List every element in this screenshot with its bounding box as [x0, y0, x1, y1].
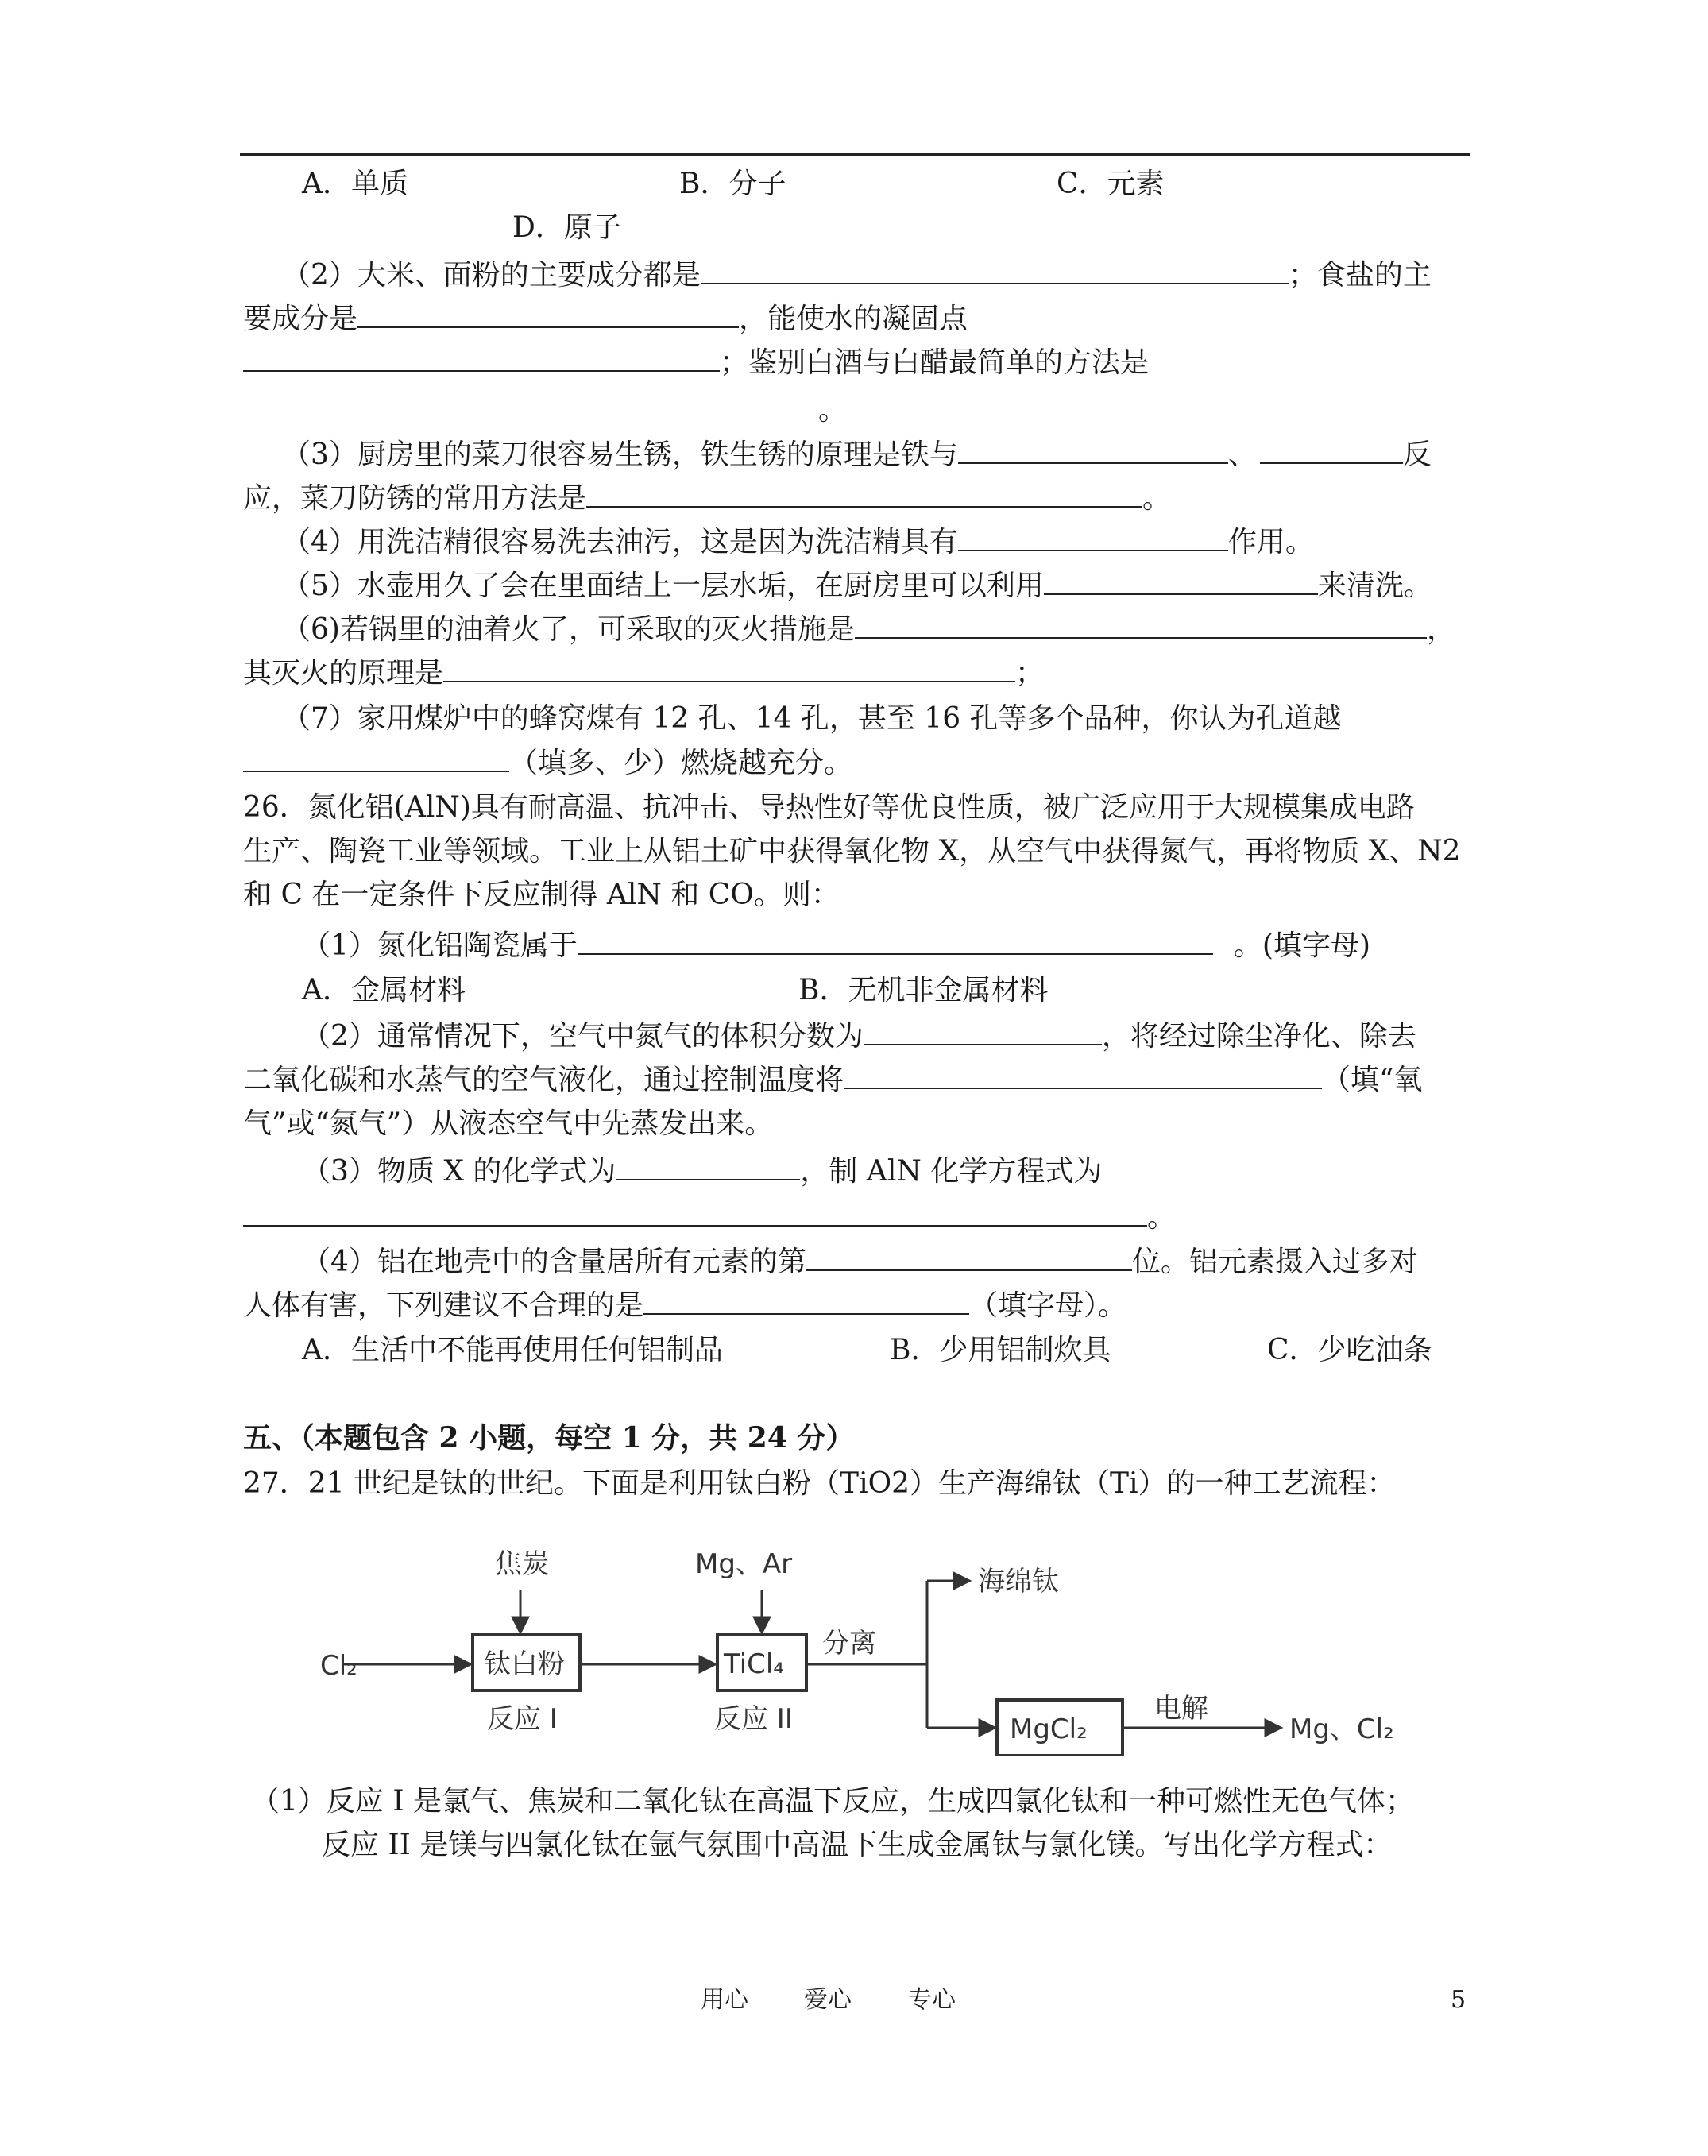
- footer-text-3: 专心: [908, 1986, 956, 2014]
- q26-part2-line1: （2）通常情况下，空气中氮气的体积分数为 ，将经过除尘净化、除去: [302, 1017, 1416, 1057]
- q26-part3-line2: 。: [243, 1198, 1176, 1238]
- box3-text: MgCl₂: [1010, 1714, 1088, 1745]
- coke-label: 焦炭: [495, 1548, 549, 1580]
- section5-heading: 五、（本题包含 2 小题，每空 1 分，共 24 分）: [243, 1421, 855, 1455]
- q25-part4: （4）用洗洁精很容易洗去油污，这是因为洗洁精具有 作用。: [282, 523, 1314, 562]
- q26-intro-line2: 生产、陶瓷工业等领域。工业上从铝土矿中获得氧化物 X，从空气中获得氮气，再将物质 X、N2: [243, 835, 1461, 867]
- q26-part4-option-b: B．少用铝制炊具: [890, 1334, 1111, 1366]
- q25-option-b: B．分子: [679, 168, 786, 200]
- q25-option-c: C．元素: [1057, 168, 1165, 200]
- q25-option-a: A．单质: [302, 168, 408, 200]
- q27-intro: 27．21 世纪是钛的世纪。下面是利用钛白粉（TiO2）生产海绵钛（Ti）的一种工艺流程：: [243, 1467, 1396, 1500]
- q27-part1-line1: （1）反应 I 是氯气、焦炭和二氧化钛在高温下反应，生成四氯化钛和一种可燃性无色气体；: [251, 1785, 1415, 1818]
- products-label: Mg、Cl₂: [1289, 1714, 1394, 1745]
- header-rule: [240, 153, 1470, 156]
- q25-part7-line1: （7）家用煤炉中的蜂窝煤有 12 孔、14 孔，甚至 16 孔等多个品种，你认为孔道越: [282, 702, 1342, 735]
- page-number: 5: [1451, 1986, 1466, 2014]
- q25-option-d: D．原子: [512, 211, 621, 244]
- q26-intro-line1: 26．氮化铝(AlN)具有耐高温、抗冲击、导热性好等优良性质，被广泛应用于大规模集成电路: [243, 791, 1415, 824]
- q26-part2-line3: 气”或“氮气”）从液态空气中先蒸发出来。: [243, 1107, 774, 1140]
- q25-part6-line2: 其灭火的原理是 ；: [243, 654, 1044, 694]
- q26-part2-line2: 二氧化碳和水蒸气的空气液化，通过控制温度将 （填“氧: [243, 1061, 1422, 1100]
- q25-part2-line1: （2）大米、面粉的主要成分都是 ；食盐的主: [282, 256, 1432, 296]
- cl2-input-label: Cl₂: [320, 1650, 357, 1682]
- q25-part3-line1: （3）厨房里的菜刀很容易生锈，铁生锈的原理是铁与 、 反: [282, 435, 1432, 475]
- q25-part5: （5）水壶用久了会在里面结上一层水垢，在厨房里可以利用 来清洗。: [282, 566, 1432, 606]
- q25-part6-line1: （6)若锅里的油着火了，可采取的灭火措施是 ，: [282, 610, 1455, 650]
- q25-part2-line3: ；鉴别白酒与白醋最简单的方法是: [243, 343, 1149, 383]
- q25-part2-line4: 。: [818, 394, 848, 427]
- q26-option-b: B．无机非金属材料: [798, 974, 1049, 1007]
- reaction2-label: 反应 II: [714, 1703, 793, 1735]
- mg-ar-label: Mg、Ar: [695, 1548, 793, 1580]
- q25-part3-line2: 应，菜刀防锈的常用方法是 。: [243, 479, 1171, 519]
- box2-text: TiCl₄: [724, 1648, 784, 1680]
- q26-part1: （1）氮化铝陶瓷属于 。(填字母): [302, 926, 1370, 966]
- q26-part4-option-a: A．生活中不能再使用任何铝制品: [302, 1334, 723, 1366]
- q25-part2-line2: 要成分是 ，能使水的凝固点: [243, 299, 968, 339]
- sponge-titanium-label: 海绵钛: [978, 1566, 1059, 1598]
- q26-part4-line1: （4）铝在地壳中的含量居所有元素的第 位。铝元素摄入过多对: [302, 1242, 1418, 1282]
- reaction1-label: 反应 I: [487, 1703, 558, 1735]
- q26-part3-line1: （3）物质 X 的化学式为 ，制 AlN 化学方程式为: [302, 1152, 1102, 1192]
- separate-label: 分离: [822, 1628, 876, 1660]
- q26-option-a: A．金属材料: [302, 974, 466, 1007]
- footer-text-1: 用心: [701, 1986, 748, 2014]
- q27-part1-line2: 反应 II 是镁与四氯化钛在氩气氛围中高温下生成金属钛与氯化镁。写出化学方程式：: [322, 1829, 1393, 1861]
- q26-part4-line2: 人体有害，下列建议不合理的是 （填字母）。: [243, 1286, 1126, 1326]
- electrolysis-label: 电解: [1154, 1693, 1208, 1725]
- box1-text: 钛白粉: [484, 1648, 565, 1680]
- q26-intro-line3: 和 C 在一定条件下反应制得 AlN 和 CO。则：: [243, 879, 840, 911]
- q25-part7-line2: （填多、少）燃烧越充分。: [243, 744, 852, 783]
- footer-text-2: 爱心: [804, 1986, 852, 2014]
- q26-part4-option-c: C．少吃油条: [1267, 1334, 1432, 1366]
- process-flow-diagram: [304, 1533, 1448, 1756]
